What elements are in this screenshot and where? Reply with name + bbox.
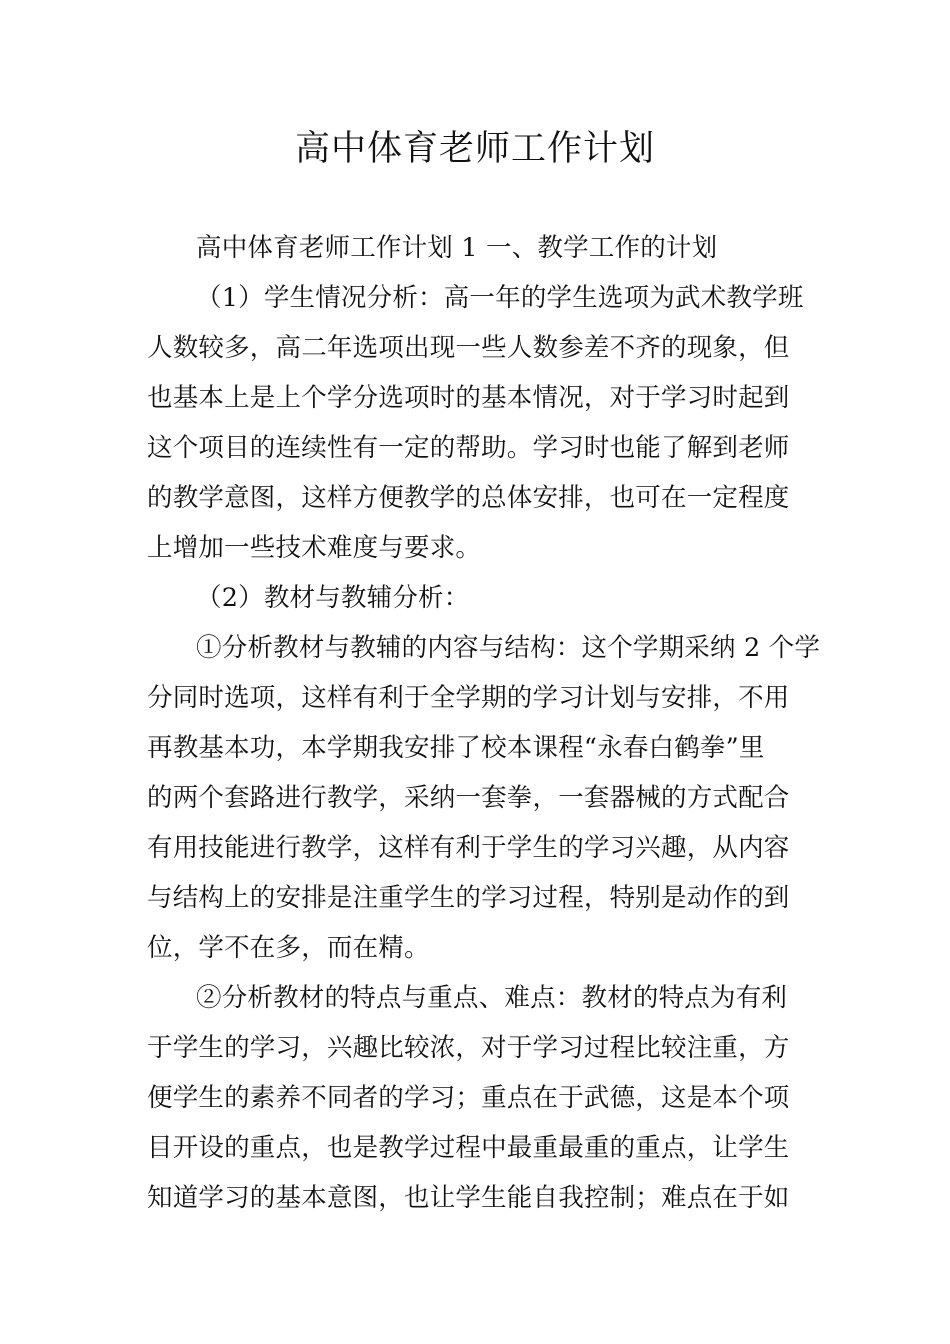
text-line: 上增加一些技术难度与要求。 <box>147 533 482 563</box>
document-title: 高中体育老师工作计划 <box>294 129 655 169</box>
text-line: 便学生的素养不同者的学习；重点在于武德，这是本个项 <box>147 1083 790 1113</box>
text-line: 知道学习的基本意图，也让学生能自我控制；难点在于如 <box>147 1183 790 1213</box>
text-line: 的教学意图，这样方便教学的总体安排，也可在一定程度 <box>147 483 790 513</box>
text-line: 再教基本功，本学期我安排了校本课程“永春白鹤拳”里 <box>147 733 765 763</box>
text-line: 这个项目的连续性有一定的帮助。学习时也能了解到老师 <box>147 433 790 463</box>
text-line: 与结构上的安排是注重学生的学习过程，特别是动作的到 <box>147 883 790 913</box>
text-line: ①分析教材与教辅的内容与结构：这个学期采纳 2 个学 <box>196 633 821 663</box>
text-line: （1）学生情况分析：高一年的学生选项为武术教学班 <box>196 283 804 313</box>
text-line: 人数较多，高二年选项出现一些人数参差不齐的现象，但 <box>147 333 790 363</box>
text-line: 分同时选项，这样有利于全学期的学习计划与安排，不用 <box>147 683 790 713</box>
text-line: 也基本上是上个学分选项时的基本情况，对于学习时起到 <box>147 383 790 413</box>
text-line: 于学生的学习，兴趣比较浓，对于学习过程比较注重，方 <box>147 1033 790 1063</box>
text-line: 有用技能进行教学，这样有利于学生的学习兴趣，从内容 <box>147 833 790 863</box>
text-line: 的两个套路进行教学，采纳一套拳，一套器械的方式配合 <box>147 783 790 813</box>
text-line: ②分析教材的特点与重点、难点：教材的特点为有利 <box>196 983 788 1013</box>
text-line: 高中体育老师工作计划 1 一、教学工作的计划 <box>196 233 718 263</box>
text-line: 位，学不在多，而在精。 <box>147 933 430 963</box>
text-line: （2）教材与教辅分析： <box>196 583 470 613</box>
text-line: 目开设的重点，也是教学过程中最重最重的重点，让学生 <box>147 1133 790 1163</box>
